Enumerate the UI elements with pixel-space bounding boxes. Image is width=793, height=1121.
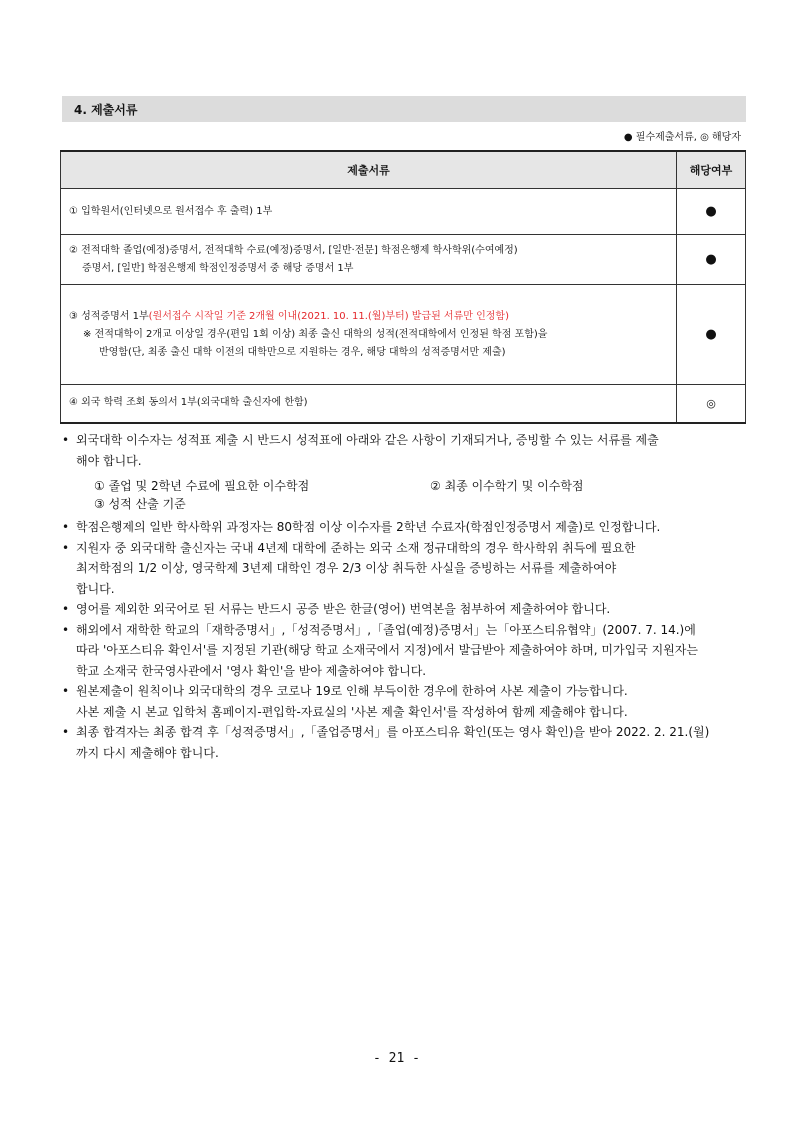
note-text: • 학점은행제의 일반 학사학위 과정자는 80학점 이상 이수자를 2학년 수료자(학점인정증명서 제출)로 인정합니다. (76, 520, 661, 534)
note-text: 학교 소재국 한국영사관에서 '영사 확인'을 받아 제출하여야 합니다. (76, 663, 427, 678)
list-item (62, 538, 746, 600)
legend: ● 필수제출서류, ◎ 해당자 (623, 132, 741, 143)
table-row (61, 189, 746, 235)
notes-list (62, 430, 746, 763)
document-text (69, 308, 668, 326)
required-mark: ● (677, 189, 746, 235)
note-text: 해야 합니다. (76, 453, 142, 468)
section-title: 4. 제출서류 (74, 103, 138, 117)
sub-list (76, 477, 746, 513)
note-text: • 외국대학 이수자는 성적표 제출 시 반드시 성적표에 아래와 같은 사항이 기재되거나, 증빙할 수 있는 서류를 제출 (76, 433, 659, 447)
note-text: • 원본제출이 원칙이나 외국대학의 경우 코로나 19로 인해 부득이한 경우에 한하여 사본 제출이 가능합니다. (76, 684, 628, 698)
table-header-row (61, 151, 746, 189)
sub-item: ② 최종 이수학기 및 이수학점 (430, 479, 584, 493)
note-text: • 최종 합격자는 최종 합격 후「성적증명서」,「졸업증명서」를 아포스티유 확인(또는 영사 확인)을 받아 2022. 2. 21.(월) (76, 725, 710, 739)
note-text: • 해외에서 재학한 학교의「재학증명서」,「성적증명서」,「졸업(예정)증명서」는「아포스티유협약」(2007. 7. 14.)에 (76, 622, 696, 637)
note-text: • 영어를 제외한 외국어로 된 서류는 반드시 공증 받은 한글(영어) 번역본을 첨부하여 제출하여야 합니다. (76, 602, 611, 616)
header-applicable: 해당여부 (677, 151, 746, 189)
transcript-note: ※ 전적대학이 2개교 이상일 경우(편입 1회 이상) 최종 출신 대학의 성적(전적대학에서 인정된 학점 포함)을 (83, 328, 548, 340)
document-text: ① 입학원서(인터넷으로 원서접수 후 출력) 1부 (69, 205, 273, 217)
list-item (62, 430, 746, 513)
list-item (62, 681, 746, 722)
document-text: ② 전적대학 졸업(예정)증명서, 전적대학 수료(예정)증명서, [일반·전문] 학점은행제 학사학위(수여예정) (69, 244, 518, 256)
transcript-note-cont: 반영함(단, 최종 출신 대학 이전의 대학만으로 지원하는 경우, 해당 대학의 성적증명서만 제출) (99, 346, 506, 358)
sub-item: ③ 성적 산출 기준 (94, 497, 186, 511)
document-cell (61, 285, 677, 385)
document-text: ④ 외국 학력 조회 동의서 1부(외국대학 출신자에 한함) (69, 397, 308, 409)
note-text: 최저학점의 1/2 이상, 영국학제 3년제 대학인 경우 2/3 이상 취득한 사실을 증빙하는 서류를 제출하여야 (76, 561, 617, 575)
note-text: • 지원자 중 외국대학 출신자는 국내 4년제 대학에 준하는 외국 소재 정규대학의 경우 학사학위 취득에 필요한 (76, 540, 636, 555)
list-item (62, 599, 746, 620)
transcript-label: ③ 성적증명서 1부 (69, 310, 149, 322)
list-item (62, 620, 746, 682)
header-documents: 제출서류 (61, 151, 677, 189)
note-text: 따라 '아포스티유 확인서'를 지정된 기관(해당 학교 소재국에서 지정)에서 발급받아 제출하여야 하며, 미가입국 지원자는 (76, 643, 698, 657)
required-mark: ● (677, 285, 746, 385)
document-cell (61, 385, 677, 423)
section-header-bar (62, 96, 746, 122)
table-row (61, 285, 746, 385)
transcript-condition: (원서접수 시작일 기준 2개월 이내(2021. 10. 11.(월)부터) 발급된 서류만 인정함) (148, 310, 509, 322)
required-mark: ● (677, 235, 746, 285)
table-row (61, 235, 746, 285)
document-text-cont: 증명서, [일반] 학점은행제 학점인정증명서 중 해당 증명서 1부 (82, 262, 354, 274)
document-cell (61, 189, 677, 235)
note-text: 까지 다시 제출해야 합니다. (76, 745, 219, 760)
document-cell (61, 235, 677, 285)
applicable-mark: ◎ (677, 385, 746, 423)
note-text: 합니다. (76, 581, 115, 596)
note-text: 사본 제출 시 본교 입학처 홈페이지-편입학-자료실의 '사본 제출 확인서'를 작성하여 함께 제출해야 합니다. (76, 704, 628, 719)
page-number: - 21 - (373, 1051, 420, 1066)
list-item (62, 517, 746, 538)
documents-table (60, 150, 746, 424)
list-item (62, 722, 746, 763)
sub-item: ① 졸업 및 2학년 수료에 필요한 이수학점 (94, 479, 310, 493)
table-row (61, 385, 746, 423)
